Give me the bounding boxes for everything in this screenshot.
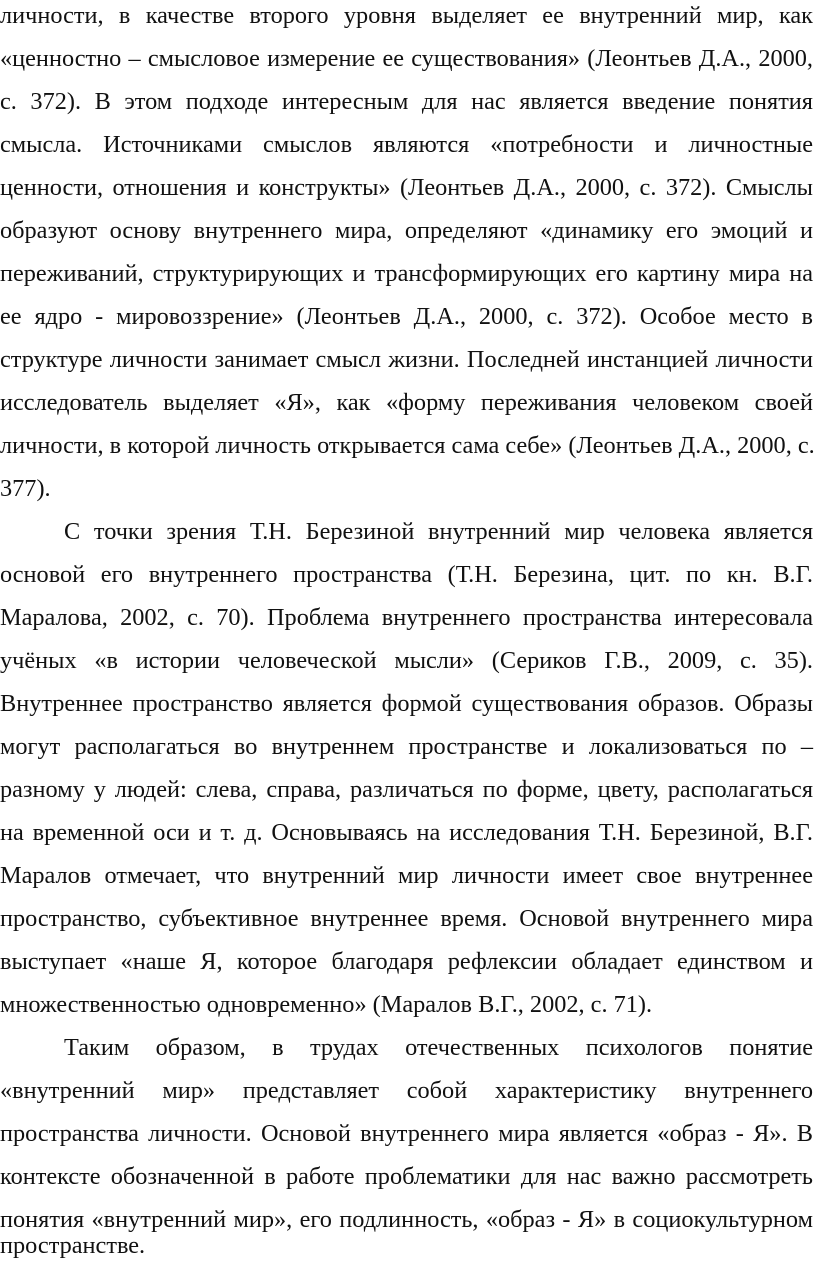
paragraph-2-line-4: учёных «в истории человеческой мысли» (Сериков Г.В., 2009, с. 35).	[0, 647, 813, 674]
paragraph-2-line-8: на временной оси и т. д. Основываясь на исследования Т.Н. Березиной, В.Г.	[0, 819, 813, 846]
paragraph-1-line-6: образуют основу внутреннего мира, определяют «динамику его эмоций и	[0, 217, 813, 244]
paragraph-1-line-10: исследователь выделяет «Я», как «форму переживания человеком своей	[0, 389, 813, 416]
paragraph-1-line-1: личности, в качестве второго уровня выделяет ее внутренний мир, как	[0, 2, 813, 29]
paragraph-3-line-5: понятия «внутренний мир», его подлинность, «образ - Я» в социокультурном	[0, 1206, 813, 1233]
paragraph-3-line-2: «внутренний мир» представляет собой характеристику внутреннего	[0, 1077, 813, 1104]
paragraph-2-line-11: выступает «наше Я, которое благодаря рефлексии обладает единством и	[0, 948, 813, 975]
paragraph-1-line-8: ее ядро - мировоззрение» (Леонтьев Д.А., 2000, с. 372). Особое место в	[0, 303, 813, 330]
paragraph-1-line-4: смысла. Источниками смыслов являются «потребности и личностные	[0, 131, 813, 158]
paragraph-3-line-1: Таким образом, в трудах отечественных психологов понятие	[64, 1034, 813, 1061]
paragraph-3-line-6: пространстве.	[0, 1232, 146, 1259]
paragraph-1-line-3: с. 372). В этом подходе интересным для нас является введение понятия	[0, 88, 813, 115]
paragraph-1-line-7: переживаний, структурирующих и трансформирующих его картину мира на	[0, 260, 813, 287]
paragraph-2-line-10: пространство, субъективное внутреннее время. Основой внутреннего мира	[0, 905, 813, 932]
paragraph-1-line-12: 377).	[0, 475, 51, 502]
paragraph-3-line-4: контексте обозначенной в работе проблематики для нас важно рассмотреть	[0, 1163, 813, 1190]
paragraph-1-line-2: «ценностно – смысловое измерение ее существования» (Леонтьев Д.А., 2000,	[0, 45, 813, 72]
paragraph-2-line-6: могут располагаться во внутреннем пространстве и локализоваться по –	[0, 733, 813, 760]
paragraph-2-line-9: Маралов отмечает, что внутренний мир личности имеет свое внутреннее	[0, 862, 813, 889]
paragraph-2-line-1: С точки зрения Т.Н. Березиной внутренний мир человека является	[64, 518, 813, 545]
paragraph-1-line-5: ценности, отношения и конструкты» (Леонтьев Д.А., 2000, с. 372). Смыслы	[0, 174, 813, 201]
paragraph-3-line-3: пространства личности. Основой внутреннего мира является «образ - Я». В	[0, 1120, 813, 1147]
paragraph-2-line-3: Маралова, 2002, с. 70). Проблема внутреннего пространства интересовала	[0, 604, 813, 631]
paragraph-1-line-9: структуре личности занимает смысл жизни. Последней инстанцией личности	[0, 346, 813, 373]
paragraph-1-line-11: личности, в которой личность открывается сама себе» (Леонтьев Д.А., 2000, с.	[0, 432, 815, 459]
paragraph-2-line-5: Внутреннее пространство является формой существования образов. Образы	[0, 690, 813, 717]
paragraph-2-line-12: множественностью одновременно» (Маралов В.Г., 2002, с. 71).	[0, 991, 653, 1018]
paragraph-2-line-2: основой его внутреннего пространства (Т.Н. Березина, цит. по кн. В.Г.	[0, 561, 813, 588]
paragraph-2-line-7: разному у людей: слева, справа, различаться по форме, цвету, располагаться	[0, 776, 813, 803]
